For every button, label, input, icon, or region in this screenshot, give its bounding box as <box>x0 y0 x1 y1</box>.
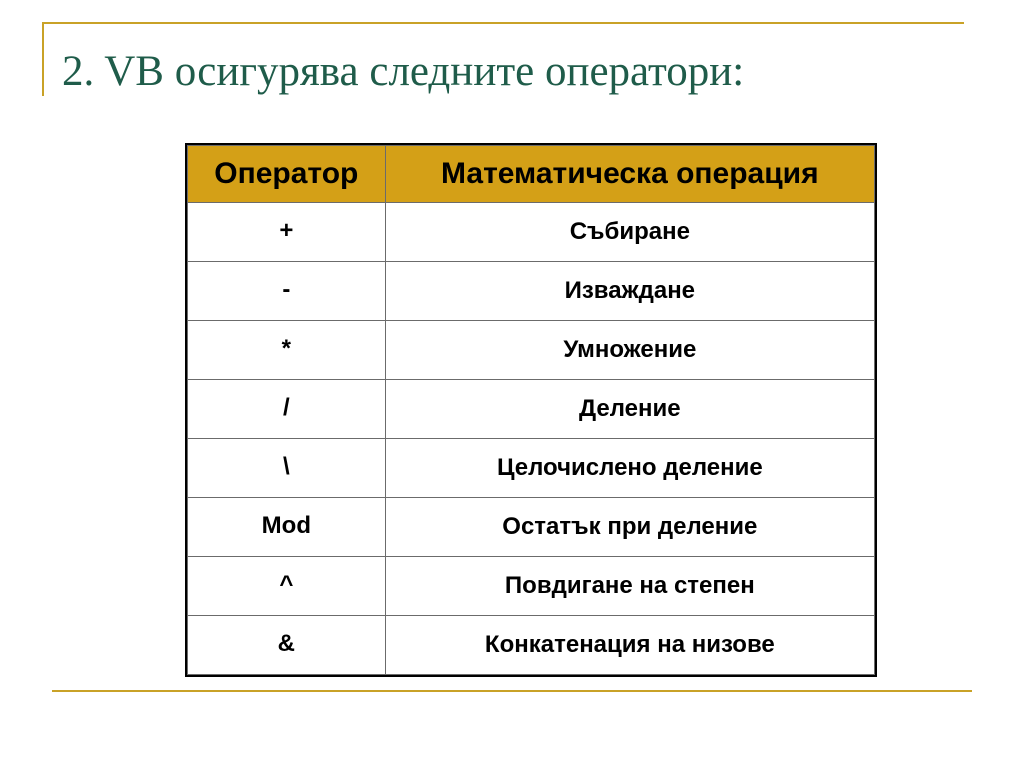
decorative-vertical-line <box>42 22 44 96</box>
table-row <box>188 439 875 498</box>
operator-cell: + <box>188 203 386 262</box>
table-row <box>188 557 875 616</box>
operator-cell: - <box>188 262 386 321</box>
operator-cell: & <box>188 616 386 675</box>
table-row <box>188 616 875 675</box>
table-row <box>188 380 875 439</box>
operation-cell: Умножение <box>385 321 874 380</box>
operator-cell: / <box>188 380 386 439</box>
operation-cell: Конкатенация на низове <box>385 616 874 675</box>
header-operator: Оператор <box>188 146 386 203</box>
operation-cell: Събиране <box>385 203 874 262</box>
operators-table <box>187 145 875 675</box>
header-operation: Математическа операция <box>385 146 874 203</box>
slide-title: 2. VB осигурява следните оператори: <box>62 48 745 95</box>
operator-cell: * <box>188 321 386 380</box>
operation-cell: Остатък при деление <box>385 498 874 557</box>
operator-cell: Mod <box>188 498 386 557</box>
decorative-top-line <box>42 22 964 24</box>
table-row <box>188 321 875 380</box>
operator-cell: \ <box>188 439 386 498</box>
table-row <box>188 203 875 262</box>
table-row <box>188 262 875 321</box>
operation-cell: Изваждане <box>385 262 874 321</box>
decorative-bottom-line <box>52 690 972 692</box>
operation-cell: Деление <box>385 380 874 439</box>
operation-cell: Повдигане на степен <box>385 557 874 616</box>
table-header-row <box>188 146 875 203</box>
operator-cell: ^ <box>188 557 386 616</box>
table-row <box>188 498 875 557</box>
operation-cell: Целочислено деление <box>385 439 874 498</box>
